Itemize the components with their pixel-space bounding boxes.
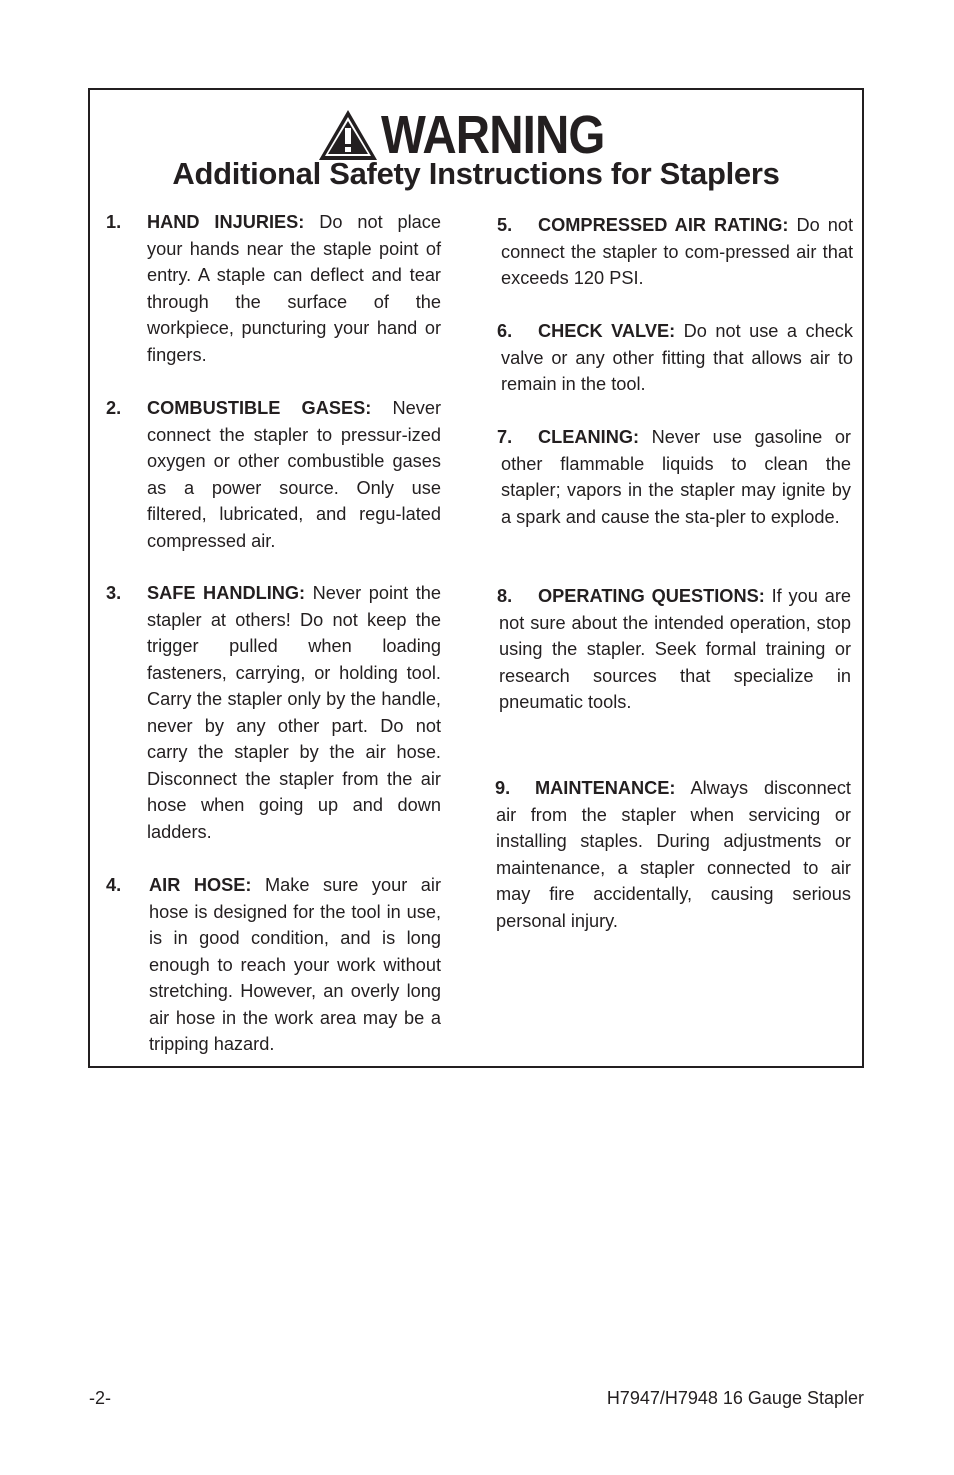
item-heading: COMPRESSED AIR RATING:: [538, 215, 789, 235]
item-heading: CHECK VALVE:: [538, 321, 676, 341]
product-name: H7947/H7948 16 Gauge Stapler: [606, 1388, 864, 1408]
item-heading: AIR HOSE:: [149, 875, 252, 895]
item-heading: SAFE HANDLING:: [147, 583, 306, 603]
safety-item-8: [497, 583, 851, 716]
item-body: Do not connect the stapler to com-pressed air that exceeds 120 PSI.: [501, 215, 853, 288]
item-body: Always disconnect air from the stapler when servicing or installing staples. During adjustments or maintenance, a stapler connected to air may fire accidentally, causing serious personal injury.: [496, 778, 851, 931]
item-number: 2.: [106, 398, 122, 418]
safety-item-7: [497, 424, 851, 530]
warning-heading: [90, 104, 862, 165]
item-heading: OPERATING QUESTIONS:: [538, 586, 765, 606]
safety-item-3: [106, 580, 441, 845]
item-number: 3.: [106, 583, 122, 603]
item-number: 5.: [497, 215, 513, 235]
item-number: 4.: [106, 875, 122, 895]
safety-item-6: [497, 318, 853, 398]
item-body: Make sure your air hose is designed for the tool in use, is in good condition, and is long enough to reach your work without stretching. However, an overly long air hose in the work area may be a tripping hazard.: [149, 875, 441, 1054]
item-number: 6.: [497, 321, 513, 341]
safety-item-4: [106, 872, 441, 1058]
safety-item-2: [106, 395, 441, 554]
item-heading: COMBUSTIBLE GASES:: [147, 398, 372, 418]
page-title: Additional Safety Instructions for Staplers: [172, 156, 780, 191]
item-number: 8.: [497, 586, 513, 606]
item-heading: HAND INJURIES:: [147, 212, 305, 232]
item-number: 1.: [106, 212, 122, 232]
item-body: If you are not sure about the intended operation, stop using the stapler. Seek formal training or research sources that specialize in pneumatic tools.: [499, 586, 852, 712]
item-body: Never point the stapler at others! Do not keep the trigger pulled when loading fasteners, carrying, or holding tool. Carry the stapler only by the handle, never by any other part. Do not carry the stapler by the air hose. Disconnect the stapler from the air hose when going up and down ladders.: [147, 583, 441, 842]
item-body: Do not use a check valve or any other fitting that allows air to remain in the tool.: [501, 321, 853, 394]
item-number: 9.: [495, 778, 511, 798]
item-body: Never use gasoline or other flammable liquids to clean the stapler; vapors in the stapler may ignite by a spark and cause the sta-pler to explode.: [501, 427, 851, 527]
item-number: 7.: [497, 427, 513, 447]
item-body: Never connect the stapler to pressur-ized oxygen or other combustible gases as a power source. Only use filtered, lubricated, and regu-lated compressed air.: [147, 398, 441, 551]
item-heading: CLEANING:: [538, 427, 640, 447]
warning-triangle-icon: [317, 108, 379, 162]
warning-word: WARNING: [381, 105, 605, 165]
item-body: Do not place your hands near the staple point of entry. A staple can deflect and tear through the surface of the workpiece, puncturing your hand or fingers.: [147, 212, 441, 365]
safety-item-1: [106, 209, 441, 368]
item-heading: MAINTENANCE:: [535, 778, 676, 798]
page-number: -2-: [89, 1388, 111, 1408]
safety-item-5: [497, 212, 853, 292]
safety-item-9: [495, 775, 851, 934]
